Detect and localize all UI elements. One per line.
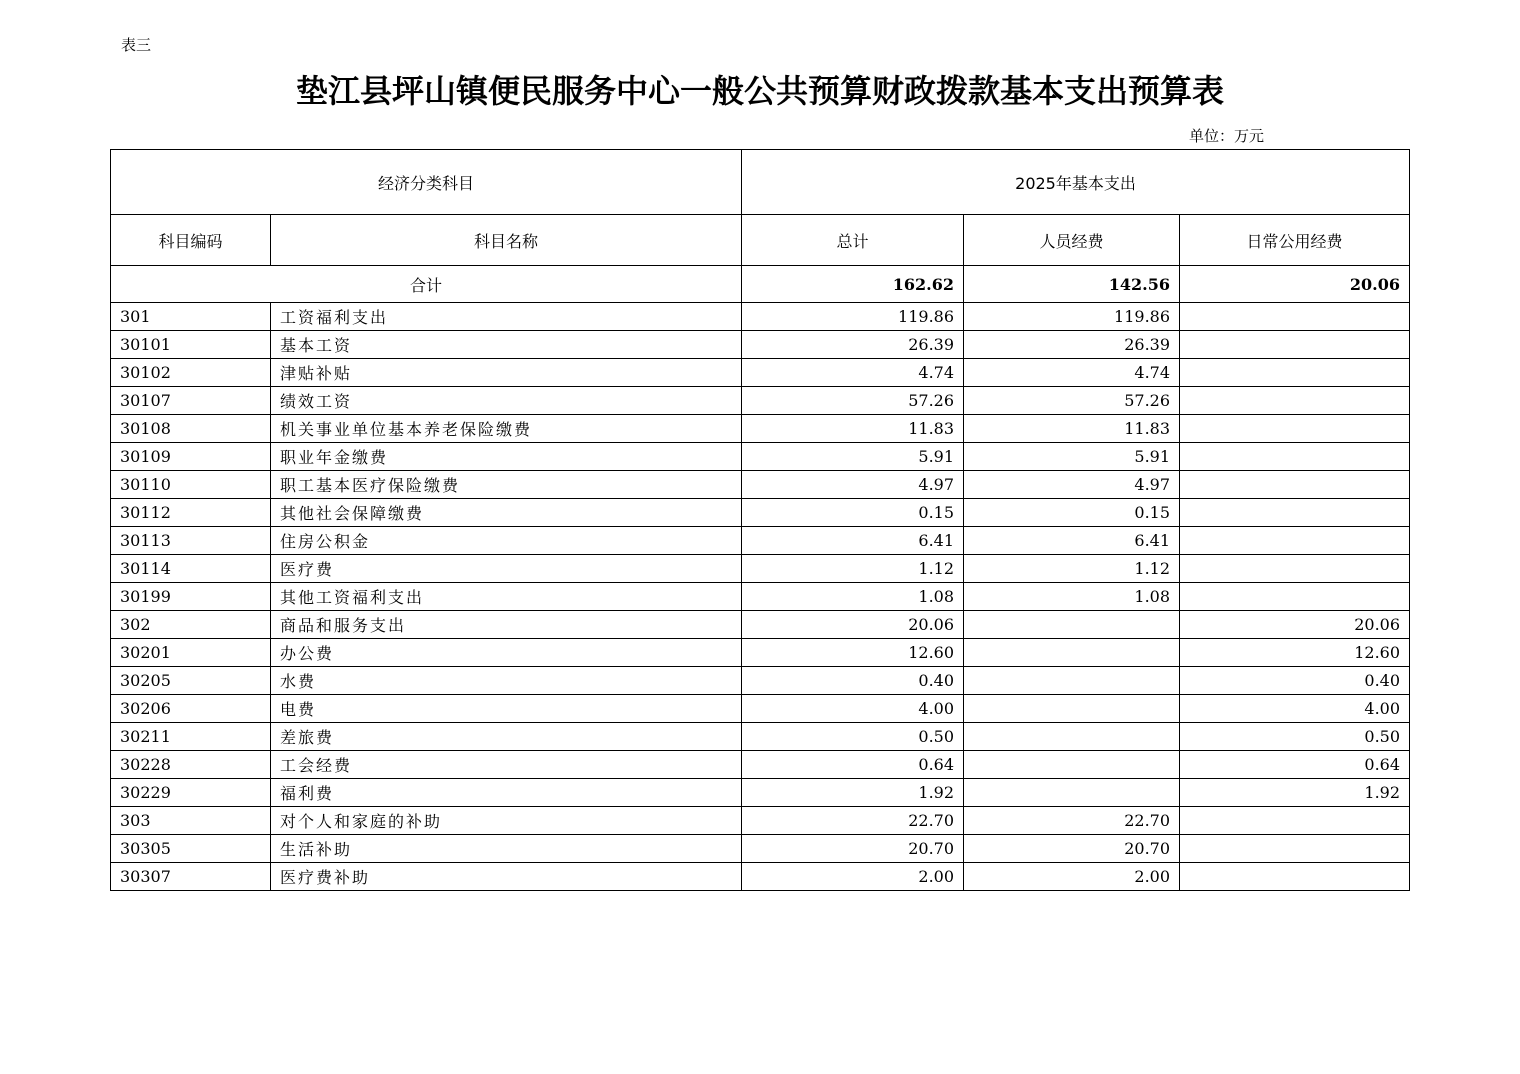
table-row (111, 751, 1410, 779)
cell-total: 20.06 (742, 611, 964, 639)
total-row (111, 266, 1410, 303)
cell-public-expense (1180, 499, 1410, 527)
cell-total: 26.39 (742, 331, 964, 359)
table-row (111, 443, 1410, 471)
cell-public-expense: 0.50 (1180, 723, 1410, 751)
cell-total: 1.92 (742, 779, 964, 807)
cell-public-expense: 4.00 (1180, 695, 1410, 723)
cell-public-expense (1180, 359, 1410, 387)
cell-subject-code: 30113 (111, 527, 271, 555)
table-row (111, 583, 1410, 611)
cell-subject-code: 30307 (111, 863, 271, 891)
cell-total: 6.41 (742, 527, 964, 555)
header-personnel-expense: 人员经费 (964, 215, 1180, 266)
cell-subject-name: 职业年金缴费 (271, 443, 742, 471)
table-row (111, 723, 1410, 751)
cell-total: 0.40 (742, 667, 964, 695)
cell-subject-code: 30229 (111, 779, 271, 807)
cell-subject-code: 302 (111, 611, 271, 639)
table-row (111, 415, 1410, 443)
cell-subject-code: 30305 (111, 835, 271, 863)
cell-total: 4.74 (742, 359, 964, 387)
cell-total: 119.86 (742, 303, 964, 331)
cell-subject-name: 电费 (271, 695, 742, 723)
table-row (111, 779, 1410, 807)
cell-personnel-expense (964, 611, 1180, 639)
header-public-expense: 日常公用经费 (1180, 215, 1410, 266)
cell-personnel-expense: 26.39 (964, 331, 1180, 359)
cell-subject-name: 医疗费补助 (271, 863, 742, 891)
budget-table (110, 149, 1410, 891)
cell-total: 22.70 (742, 807, 964, 835)
table-row (111, 359, 1410, 387)
cell-total: 1.08 (742, 583, 964, 611)
cell-personnel-expense (964, 695, 1180, 723)
cell-subject-code: 301 (111, 303, 271, 331)
cell-total: 12.60 (742, 639, 964, 667)
cell-subject-code: 30102 (111, 359, 271, 387)
cell-subject-code: 30112 (111, 499, 271, 527)
cell-total: 11.83 (742, 415, 964, 443)
cell-total: 4.00 (742, 695, 964, 723)
header-total: 总计 (742, 215, 964, 266)
cell-public-expense (1180, 835, 1410, 863)
total-label: 合计 (111, 266, 742, 303)
cell-public-expense: 12.60 (1180, 639, 1410, 667)
cell-total: 20.70 (742, 835, 964, 863)
total-sum: 162.62 (742, 266, 964, 303)
cell-public-expense (1180, 387, 1410, 415)
cell-subject-code: 30205 (111, 667, 271, 695)
header-subject-code: 科目编码 (111, 215, 271, 266)
table-row (111, 527, 1410, 555)
cell-subject-code: 30199 (111, 583, 271, 611)
cell-subject-code: 30108 (111, 415, 271, 443)
cell-personnel-expense: 2.00 (964, 863, 1180, 891)
cell-subject-code: 30206 (111, 695, 271, 723)
table-row (111, 611, 1410, 639)
cell-subject-name: 基本工资 (271, 331, 742, 359)
cell-subject-name: 其他工资福利支出 (271, 583, 742, 611)
header-subject-name: 科目名称 (271, 215, 742, 266)
table-row (111, 695, 1410, 723)
table-row (111, 387, 1410, 415)
cell-subject-name: 办公费 (271, 639, 742, 667)
cell-personnel-expense: 5.91 (964, 443, 1180, 471)
cell-total: 0.15 (742, 499, 964, 527)
cell-subject-code: 30101 (111, 331, 271, 359)
cell-subject-name: 工资福利支出 (271, 303, 742, 331)
cell-subject-name: 差旅费 (271, 723, 742, 751)
table-row (111, 499, 1410, 527)
cell-public-expense (1180, 863, 1410, 891)
cell-personnel-expense (964, 723, 1180, 751)
cell-subject-name: 生活补助 (271, 835, 742, 863)
header-column-row (111, 215, 1410, 266)
cell-public-expense: 0.64 (1180, 751, 1410, 779)
cell-public-expense (1180, 527, 1410, 555)
cell-subject-name: 水费 (271, 667, 742, 695)
cell-personnel-expense: 0.15 (964, 499, 1180, 527)
cell-personnel-expense: 22.70 (964, 807, 1180, 835)
table-row (111, 555, 1410, 583)
table-label: 表三 (121, 36, 152, 54)
cell-personnel-expense: 20.70 (964, 835, 1180, 863)
cell-subject-name: 职工基本医疗保险缴费 (271, 471, 742, 499)
cell-subject-name: 商品和服务支出 (271, 611, 742, 639)
cell-public-expense (1180, 583, 1410, 611)
cell-personnel-expense: 1.08 (964, 583, 1180, 611)
cell-total: 57.26 (742, 387, 964, 415)
cell-subject-name: 医疗费 (271, 555, 742, 583)
cell-personnel-expense (964, 667, 1180, 695)
header-basic-expenditure: 2025年基本支出 (742, 150, 1410, 215)
cell-personnel-expense: 4.97 (964, 471, 1180, 499)
cell-public-expense (1180, 443, 1410, 471)
cell-subject-name: 对个人和家庭的补助 (271, 807, 742, 835)
cell-personnel-expense: 119.86 (964, 303, 1180, 331)
table-row (111, 303, 1410, 331)
cell-public-expense (1180, 415, 1410, 443)
table-row (111, 639, 1410, 667)
cell-subject-code: 303 (111, 807, 271, 835)
cell-total: 4.97 (742, 471, 964, 499)
page-title: 垫江县坪山镇便民服务中心一般公共预算财政拨款基本支出预算表 (295, 72, 1224, 110)
header-group-row (111, 150, 1410, 215)
table-row (111, 667, 1410, 695)
cell-subject-code: 30114 (111, 555, 271, 583)
cell-subject-name: 绩效工资 (271, 387, 742, 415)
cell-public-expense: 1.92 (1180, 779, 1410, 807)
cell-total: 5.91 (742, 443, 964, 471)
table-row (111, 807, 1410, 835)
cell-subject-code: 30211 (111, 723, 271, 751)
cell-total: 2.00 (742, 863, 964, 891)
total-public: 20.06 (1180, 266, 1410, 303)
cell-subject-name: 住房公积金 (271, 527, 742, 555)
header-economic-classification: 经济分类科目 (111, 150, 742, 215)
cell-public-expense (1180, 807, 1410, 835)
cell-public-expense: 20.06 (1180, 611, 1410, 639)
cell-subject-name: 工会经费 (271, 751, 742, 779)
cell-subject-code: 30109 (111, 443, 271, 471)
cell-personnel-expense: 11.83 (964, 415, 1180, 443)
cell-subject-name: 其他社会保障缴费 (271, 499, 742, 527)
unit-label: 单位：万元 (1189, 127, 1265, 145)
table-row (111, 331, 1410, 359)
cell-total: 0.64 (742, 751, 964, 779)
cell-personnel-expense: 1.12 (964, 555, 1180, 583)
cell-subject-code: 30201 (111, 639, 271, 667)
cell-subject-name: 机关事业单位基本养老保险缴费 (271, 415, 742, 443)
cell-public-expense (1180, 331, 1410, 359)
cell-subject-code: 30110 (111, 471, 271, 499)
cell-personnel-expense: 57.26 (964, 387, 1180, 415)
cell-public-expense (1180, 555, 1410, 583)
table-row (111, 471, 1410, 499)
cell-subject-name: 福利费 (271, 779, 742, 807)
cell-public-expense: 0.40 (1180, 667, 1410, 695)
cell-total: 0.50 (742, 723, 964, 751)
table-row (111, 863, 1410, 891)
cell-total: 1.12 (742, 555, 964, 583)
cell-public-expense (1180, 471, 1410, 499)
cell-subject-name: 津贴补贴 (271, 359, 742, 387)
cell-personnel-expense: 6.41 (964, 527, 1180, 555)
cell-public-expense (1180, 303, 1410, 331)
cell-subject-code: 30107 (111, 387, 271, 415)
cell-personnel-expense: 4.74 (964, 359, 1180, 387)
cell-subject-code: 30228 (111, 751, 271, 779)
total-personnel: 142.56 (964, 266, 1180, 303)
cell-personnel-expense (964, 751, 1180, 779)
cell-personnel-expense (964, 779, 1180, 807)
table-body (111, 150, 1410, 891)
cell-personnel-expense (964, 639, 1180, 667)
table-row (111, 835, 1410, 863)
